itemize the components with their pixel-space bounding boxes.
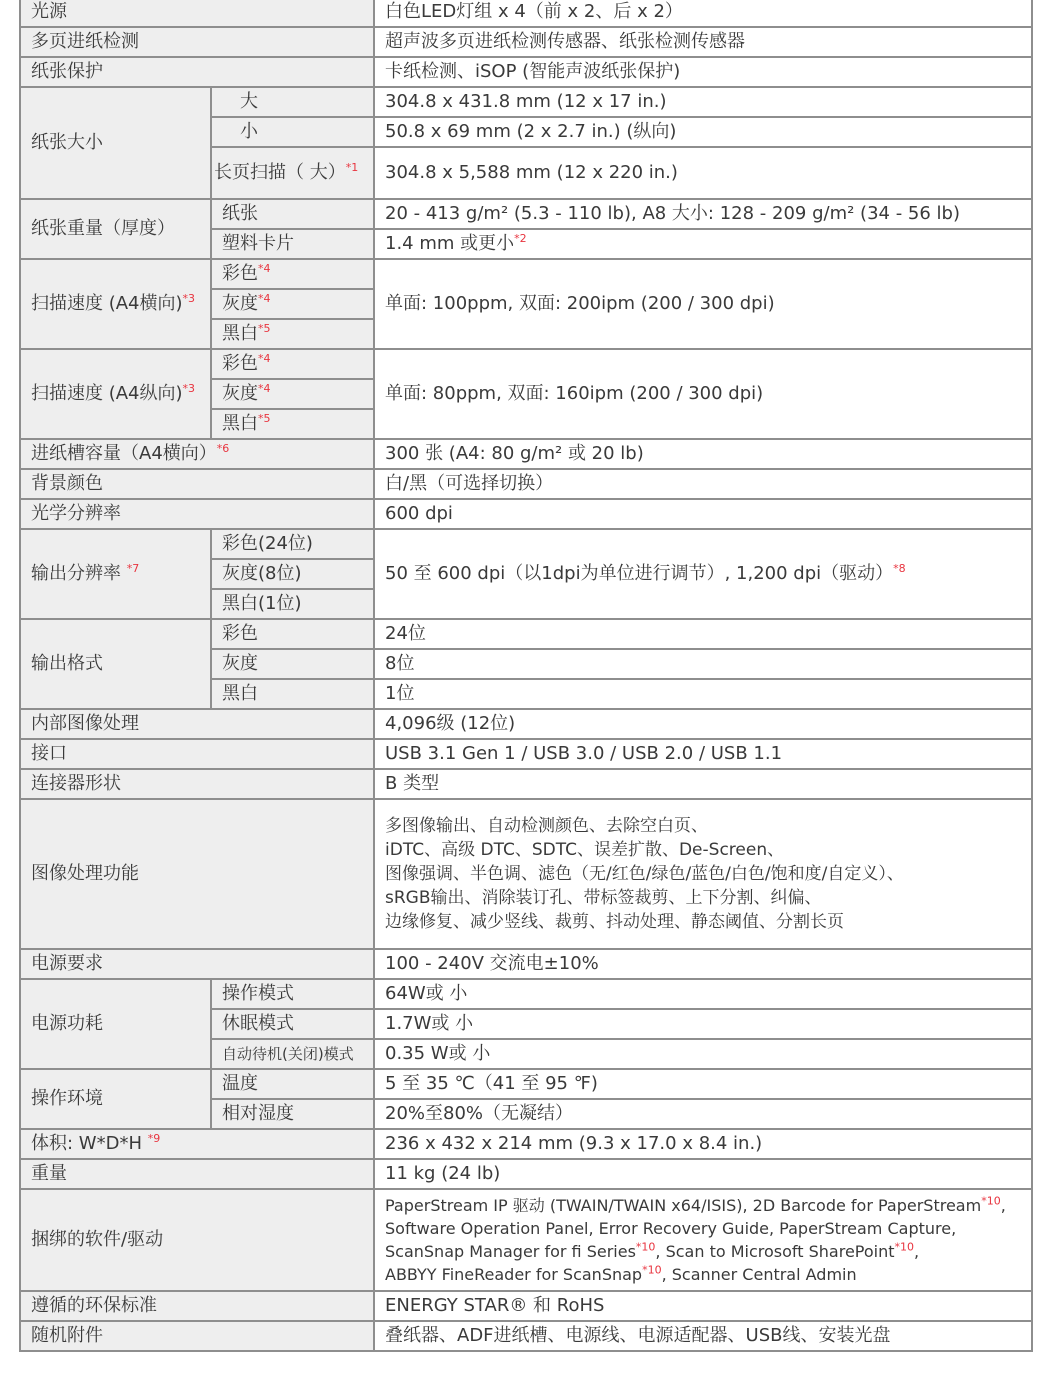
row-value: 单面: 100ppm, 双面: 200ipm (200 / 300 dpi) — [374, 259, 1032, 349]
table-row — [20, 529, 1032, 559]
table-row — [20, 769, 1032, 799]
software-line: Software Operation Panel, Error Recovery Guide, PaperStream Capture, — [385, 1219, 957, 1238]
sub-label: 休眠模式 — [211, 1009, 374, 1039]
table-row — [20, 739, 1032, 769]
sub-label: 灰度 — [211, 649, 374, 679]
sub-label: 塑料卡片 — [211, 229, 374, 259]
sub-label: 灰度(8位) — [211, 559, 374, 589]
row-value: 5 至 35 ℃（41 至 95 ℉) — [374, 1069, 1032, 1099]
table-row — [20, 949, 1032, 979]
row-value: 8位 — [374, 649, 1032, 679]
footnote-marker: *3 — [182, 292, 196, 305]
sub-label: 操作模式 — [211, 979, 374, 1009]
table-row — [20, 1069, 1032, 1099]
row-label: 电源功耗 — [20, 979, 211, 1069]
table-row — [20, 1291, 1032, 1321]
sub-label: 彩色$^{*4}$ — [211, 259, 374, 289]
row-label: 纸张大小 — [20, 87, 211, 199]
software-line: PaperStream IP 驱动 (TWAIN/TWAIN x64/ISIS), 2D Barcode for PaperStream$^{*10}$, — [385, 1194, 1006, 1215]
table-row — [20, 1159, 1032, 1189]
row-value: 600 dpi — [374, 499, 1032, 529]
sub-label: 彩色$^{*4}$ — [211, 349, 374, 379]
table-row — [20, 57, 1032, 87]
sub-label: 灰度$^{*4}$ — [211, 289, 374, 319]
row-value: 300 张 (A4: 80 g/m² 或 20 lb) — [374, 439, 1032, 469]
row-label: 输出格式 — [20, 619, 211, 709]
sub-label: 彩色 — [211, 619, 374, 649]
row-value: USB 3.1 Gen 1 / USB 3.0 / USB 2.0 / USB 1.1 — [374, 739, 1032, 769]
table-row — [20, 499, 1032, 529]
sub-label: 黑白 — [211, 679, 374, 709]
sub-label: 灰度$^{*4}$ — [211, 379, 374, 409]
feature-line: 图像强调、半色调、滤色（无/红色/绿色/蓝色/白色/饱和度/自定义）、 — [385, 864, 904, 884]
table-row — [20, 1321, 1032, 1351]
footnote-marker: *3 — [182, 382, 196, 395]
feature-line: iDTC、高级 DTC、SDTC、误差扩散、De-Screen、 — [385, 840, 785, 860]
row-label: 内部图像处理 — [20, 709, 374, 739]
row-label: 纸张重量（厚度） — [20, 199, 211, 259]
row-value: 50 至 600 dpi（以1dpi为单位进行调节）, 1,200 dpi（驱动）$^{*8}$ — [374, 529, 1032, 619]
sub-label: 黑白(1位) — [211, 589, 374, 619]
row-value: 1.4 mm 或更小$^{*2}$ — [374, 229, 1032, 259]
row-label: 捆绑的软件/驱动 — [20, 1189, 374, 1291]
row-value: 超声波多页进纸检测传感器、纸张检测传感器 — [374, 27, 1032, 57]
sub-label: 温度 — [211, 1069, 374, 1099]
footnote-marker: *8 — [893, 562, 906, 575]
table-row — [20, 87, 1032, 117]
row-label: 多页进纸检测 — [20, 27, 374, 57]
row-label: 随机附件 — [20, 1321, 374, 1351]
sub-label: 小 — [211, 117, 374, 147]
table-row — [20, 1189, 1032, 1291]
row-value: 0.35 W或 小 — [374, 1039, 1032, 1069]
feature-line: 边缘修复、减少竖线、裁剪、抖动处理、静态阈值、分割长页 — [385, 912, 844, 932]
footnote-marker: *9 — [147, 1132, 161, 1145]
table-row — [20, 349, 1032, 379]
row-value: 单面: 80ppm, 双面: 160ipm (200 / 300 dpi) — [374, 349, 1032, 439]
row-label: 体积: W*D*H $^{*9}$ — [20, 1129, 374, 1159]
footnote-marker: *2 — [514, 232, 527, 245]
spec-table — [19, 0, 1033, 1352]
table-row — [20, 259, 1032, 289]
row-value: 4,096级 (12位) — [374, 709, 1032, 739]
sub-label: 黑白$^{*5}$ — [211, 409, 374, 439]
row-label: 扫描速度 (A4横向)$^{*3}$ — [20, 259, 211, 349]
software-line: ScanSnap Manager for fi Series$^{*10}$, Scan to Microsoft SharePoint$^{*10}$, — [385, 1240, 920, 1261]
row-value: 24位 — [374, 619, 1032, 649]
row-value: 卡纸检测、iSOP (智能声波纸张保护) — [374, 57, 1032, 87]
sub-label: 黑白$^{*5}$ — [211, 319, 374, 349]
table-row — [20, 1129, 1032, 1159]
row-label: 进纸槽容量（A4横向）$^{*6}$ — [20, 439, 374, 469]
sub-label: 相对湿度 — [211, 1099, 374, 1129]
table-row — [20, 27, 1032, 57]
row-value: 100 - 240V 交流电±10% — [374, 949, 1032, 979]
footnote-marker: *7 — [126, 562, 140, 575]
row-value: 白/黑（可选择切换） — [374, 469, 1032, 499]
row-label: 扫描速度 (A4纵向)$^{*3}$ — [20, 349, 211, 439]
table-row — [20, 199, 1032, 229]
row-value: B 类型 — [374, 769, 1032, 799]
row-value: 20 - 413 g/m² (5.3 - 110 lb), A8 大小: 128 - 209 g/m² (34 - 56 lb) — [374, 199, 1032, 229]
row-value: 50.8 x 69 mm (2 x 2.7 in.) (纵向) — [374, 117, 1032, 147]
row-label: 图像处理功能 — [20, 799, 374, 949]
footnote-marker: *1 — [345, 161, 359, 174]
row-label: 背景颜色 — [20, 469, 374, 499]
row-label: 重量 — [20, 1159, 374, 1189]
table-row — [20, 439, 1032, 469]
sub-label: 长页扫描（ 大）$^{*1}$ — [211, 147, 374, 199]
row-label: 光源 — [20, 0, 374, 27]
row-value: 236 x 432 x 214 mm (9.3 x 17.0 x 8.4 in.) — [374, 1129, 1032, 1159]
row-label: 光学分辨率 — [20, 499, 374, 529]
feature-line: 多图像输出、自动检测颜色、去除空白页、 — [385, 816, 708, 836]
table-row — [20, 799, 1032, 949]
sub-label: 大 — [211, 87, 374, 117]
row-value: 叠纸器、ADF进纸槽、电源线、电源适配器、USB线、安装光盘 — [374, 1321, 1032, 1351]
row-value: 1.7W或 小 — [374, 1009, 1032, 1039]
feature-line: sRGB输出、消除装订孔、带标签裁剪、上下分割、纠偏、 — [385, 888, 822, 908]
table-row — [20, 979, 1032, 1009]
row-value: 白色LED灯组 x 4（前 x 2、后 x 2） — [374, 0, 1032, 27]
row-value — [374, 1189, 1032, 1291]
row-label: 连接器形状 — [20, 769, 374, 799]
row-value: 20%至80%（无凝结） — [374, 1099, 1032, 1129]
row-label: 纸张保护 — [20, 57, 374, 87]
row-value — [374, 799, 1032, 949]
table-row — [20, 709, 1032, 739]
table-row — [20, 619, 1032, 649]
footnote-marker: *6 — [216, 442, 230, 455]
sub-label: 彩色(24位) — [211, 529, 374, 559]
row-label: 接口 — [20, 739, 374, 769]
sub-label: 纸张 — [211, 199, 374, 229]
row-value: ENERGY STAR® 和 RoHS — [374, 1291, 1032, 1321]
table-row — [20, 0, 1032, 27]
row-value: 304.8 x 5,588 mm (12 x 220 in.) — [374, 147, 1032, 199]
table-row — [20, 469, 1032, 499]
software-line: ABBYY FineReader for ScanSnap$^{*10}$, Scanner Central Admin — [385, 1263, 857, 1284]
row-label: 电源要求 — [20, 949, 374, 979]
row-value: 1位 — [374, 679, 1032, 709]
row-label: 操作环境 — [20, 1069, 211, 1129]
sub-label: 自动待机(关闭)模式 — [211, 1039, 374, 1069]
row-value: 64W或 小 — [374, 979, 1032, 1009]
row-value: 11 kg (24 lb) — [374, 1159, 1032, 1189]
row-value: 304.8 x 431.8 mm (12 x 17 in.) — [374, 87, 1032, 117]
row-label: 输出分辨率 $^{*7}$ — [20, 529, 211, 619]
row-label: 遵循的环保标准 — [20, 1291, 374, 1321]
